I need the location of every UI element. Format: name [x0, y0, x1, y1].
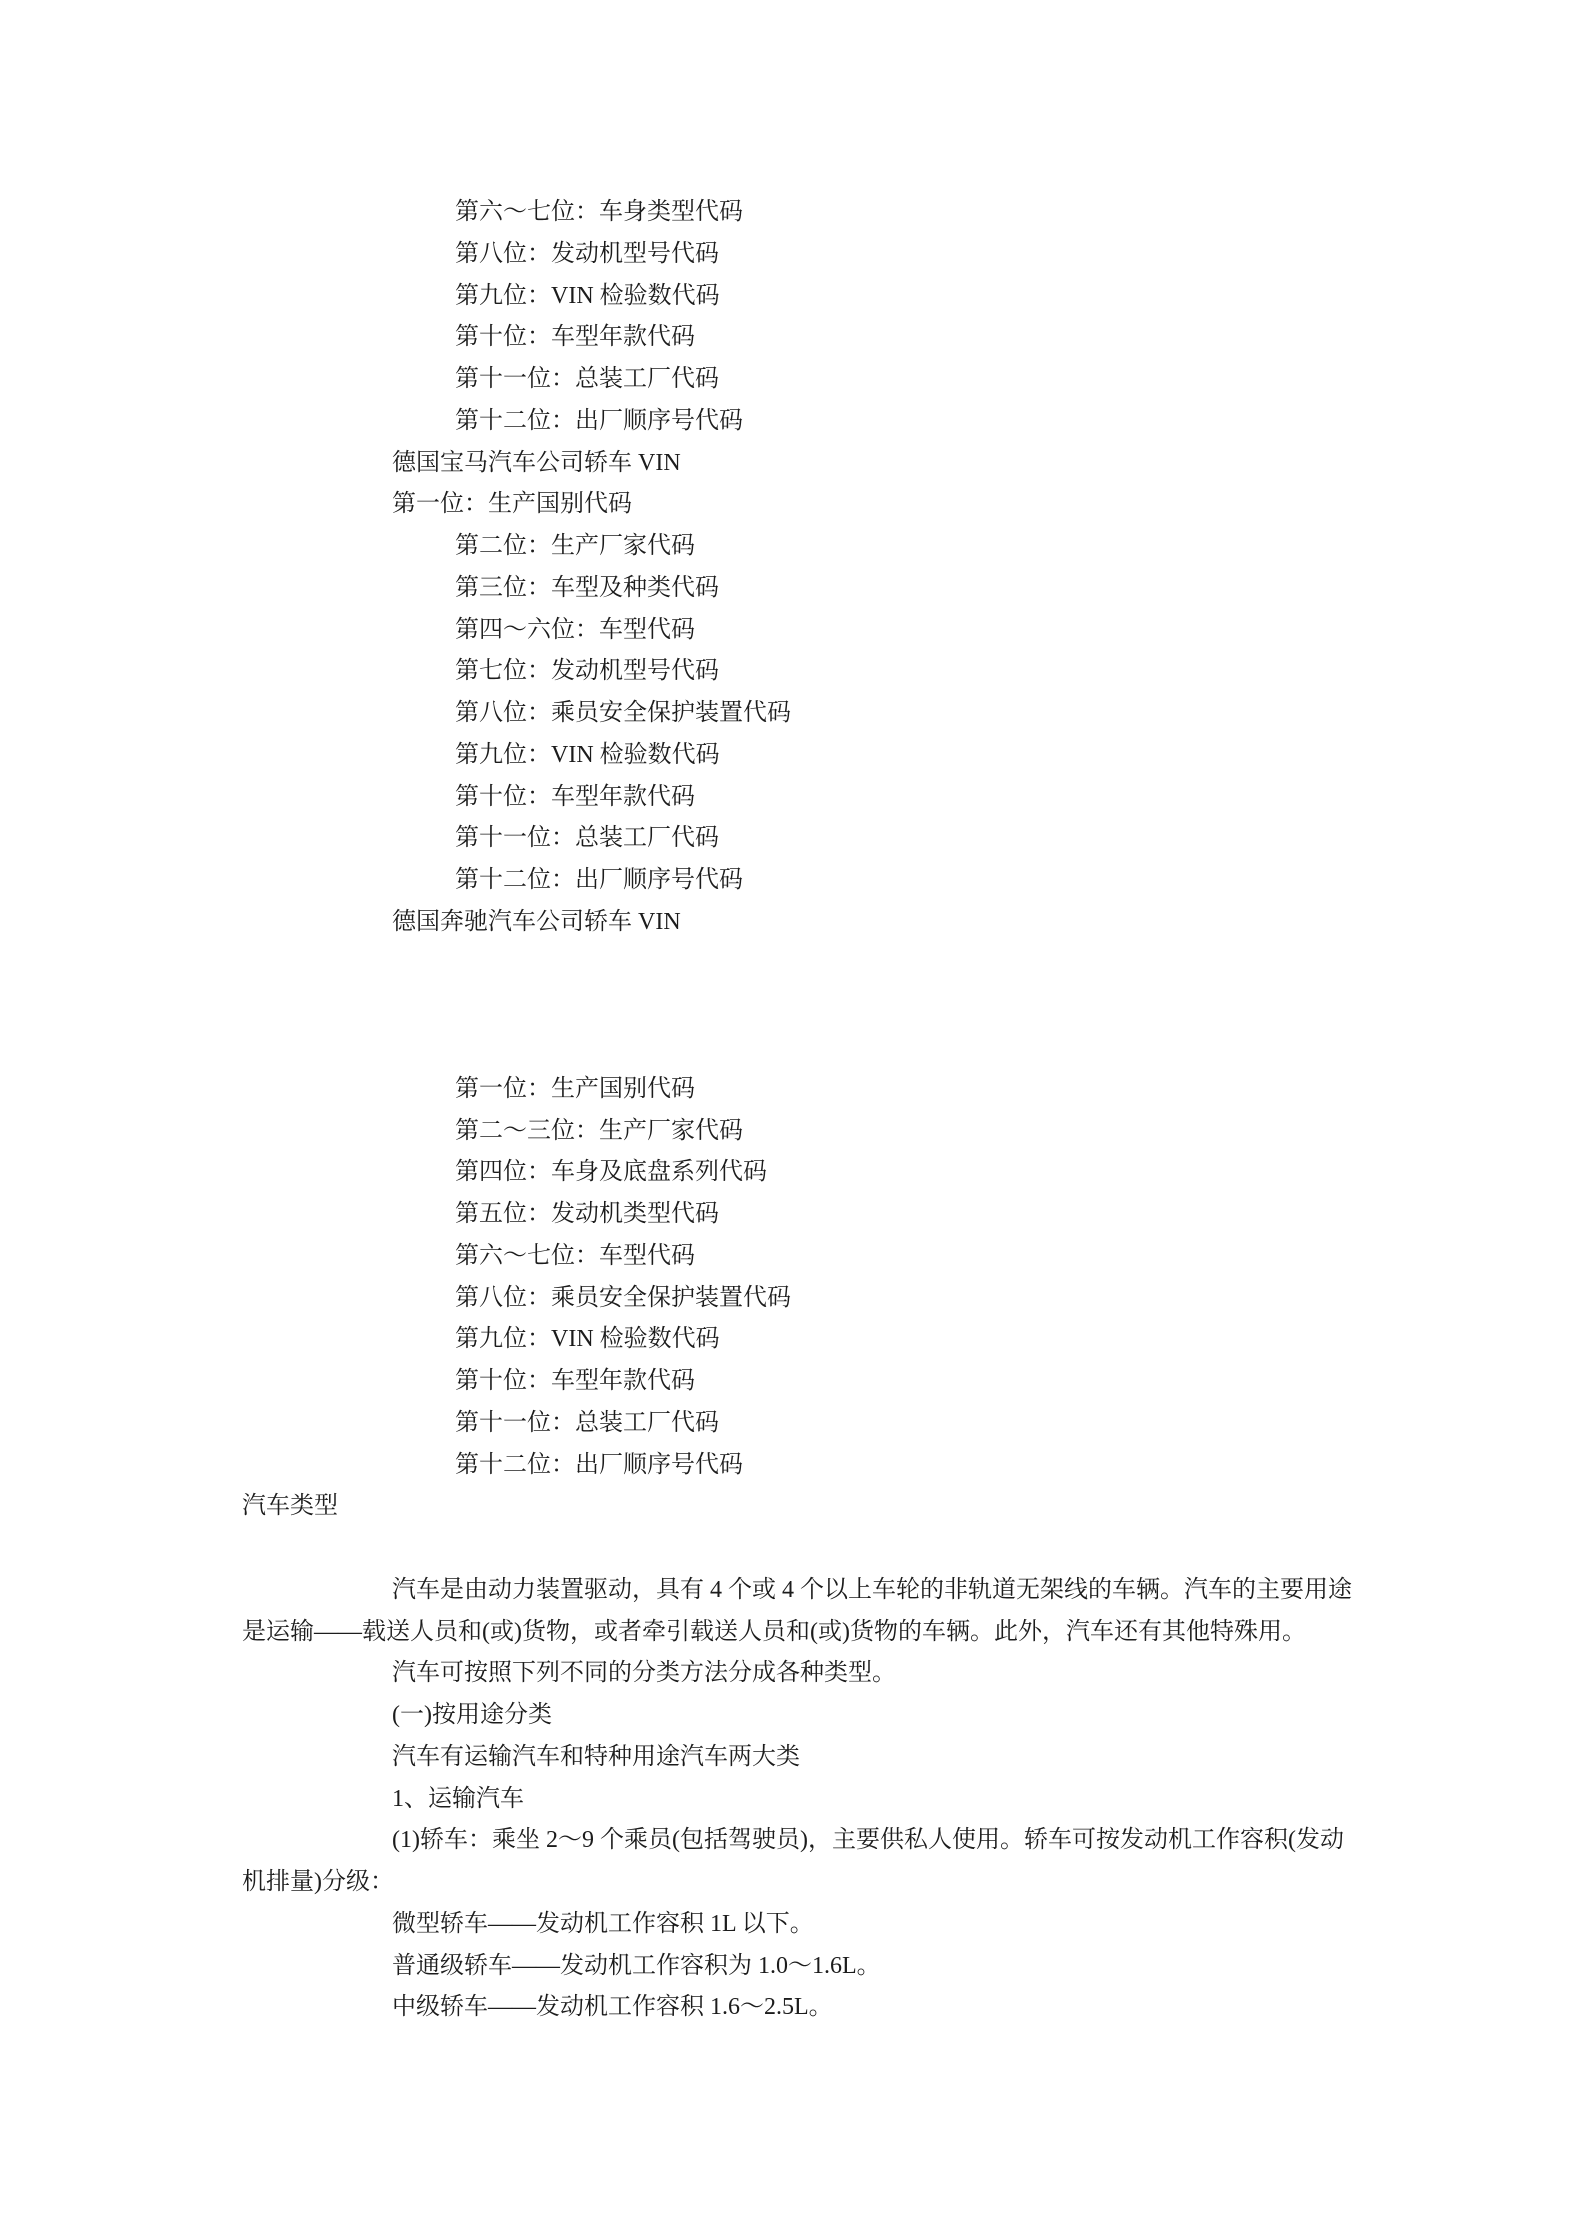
paragraph-line: 汽车可按照下列不同的分类方法分成各种类型。 — [392, 1660, 896, 1687]
benz-vin-heading: 德国奔驰汽车公司轿车 VIN — [392, 908, 681, 935]
paragraph-line: 机排量)分级： — [242, 1869, 394, 1896]
vin-position-item: 第三位：车型及种类代码 — [455, 574, 719, 601]
vin-position-item: 第十位：车型年款代码 — [455, 783, 695, 810]
vin-position-item: 第一位：生产国别代码 — [392, 491, 632, 518]
vin-position-item: 第十位：车型年款代码 — [455, 324, 695, 351]
paragraph-line: 是运输——载送人员和(或)货物，或者牵引载送人员和(或)货物的车辆。此外，汽车还有其他特殊用。 — [242, 1618, 1306, 1645]
blank-line — [0, 1528, 1584, 1570]
vin-position-item: 第五位：发动机类型代码 — [455, 1201, 719, 1228]
vin-position-item: 第二位：生产厂家代码 — [455, 533, 695, 559]
subsection-heading: (一)按用途分类 — [392, 1702, 552, 1729]
sedan-class-item: 中级轿车——发动机工作容积 1.6～2.5L。 — [392, 1994, 833, 2021]
vin-position-item: 第十一位：总装工厂代码 — [455, 366, 719, 392]
vin-position-item: 第十二位：出厂顺序号代码 — [455, 867, 743, 893]
vin-position-item: 第九位：VIN 检验数代码 — [455, 741, 720, 768]
vin-position-item: 第九位：VIN 检验数代码 — [455, 282, 720, 309]
vin-position-item: 第八位：乘员安全保护装置代码 — [455, 1284, 791, 1311]
sedan-class-item: 微型轿车——发动机工作容积 1L 以下。 — [392, 1910, 814, 1937]
vin-position-item: 第一位：生产国别代码 — [455, 1075, 695, 1102]
paragraph-line: (1)轿车：乘坐 2～9 个乘员(包括驾驶员)，主要供私人使用。轿车可按发动机工作容积(发动 — [392, 1827, 1344, 1854]
vin-position-item: 第八位：发动机型号代码 — [455, 240, 719, 267]
vin-position-item: 第十位：车型年款代码 — [455, 1368, 695, 1395]
subsection-heading: 1、运输汽车 — [392, 1785, 524, 1812]
vin-position-item: 第十一位：总装工厂代码 — [455, 1409, 719, 1436]
vin-position-item: 第十二位：出厂顺序号代码 — [455, 1451, 743, 1478]
vin-position-item: 第十二位：出厂顺序号代码 — [455, 407, 743, 434]
bmw-vin-heading: 德国宝马汽车公司轿车 VIN — [392, 449, 681, 476]
vin-position-item: 第六～七位：车型代码 — [455, 1242, 695, 1269]
vin-position-item: 第七位：发动机型号代码 — [455, 658, 719, 685]
vin-position-item: 第八位：乘员安全保护装置代码 — [455, 700, 791, 726]
vin-position-item: 第四～六位：车型代码 — [455, 616, 695, 643]
vin-position-item: 第九位：VIN 检验数代码 — [455, 1326, 720, 1353]
paragraph-line: 汽车有运输汽车和特种用途汽车两大类 — [392, 1743, 800, 1770]
vin-position-item: 第二～三位：生产厂家代码 — [455, 1117, 743, 1144]
figure-gap — [0, 944, 1584, 1069]
vin-position-item: 第四位：车身及底盘系列代码 — [455, 1159, 767, 1186]
document-page — [0, 192, 1584, 2029]
paragraph-line: 汽车是由动力装置驱动，具有 4 个或 4 个以上车轮的非轨道无架线的车辆。汽车的主要用途 — [392, 1576, 1352, 1603]
vin-position-item: 第六～七位：车身类型代码 — [455, 199, 743, 225]
section-title: 汽车类型 — [242, 1493, 338, 1520]
vin-position-item: 第十一位：总装工厂代码 — [455, 825, 719, 852]
sedan-class-item: 普通级轿车——发动机工作容积为 1.0～1.6L。 — [392, 1952, 881, 1979]
